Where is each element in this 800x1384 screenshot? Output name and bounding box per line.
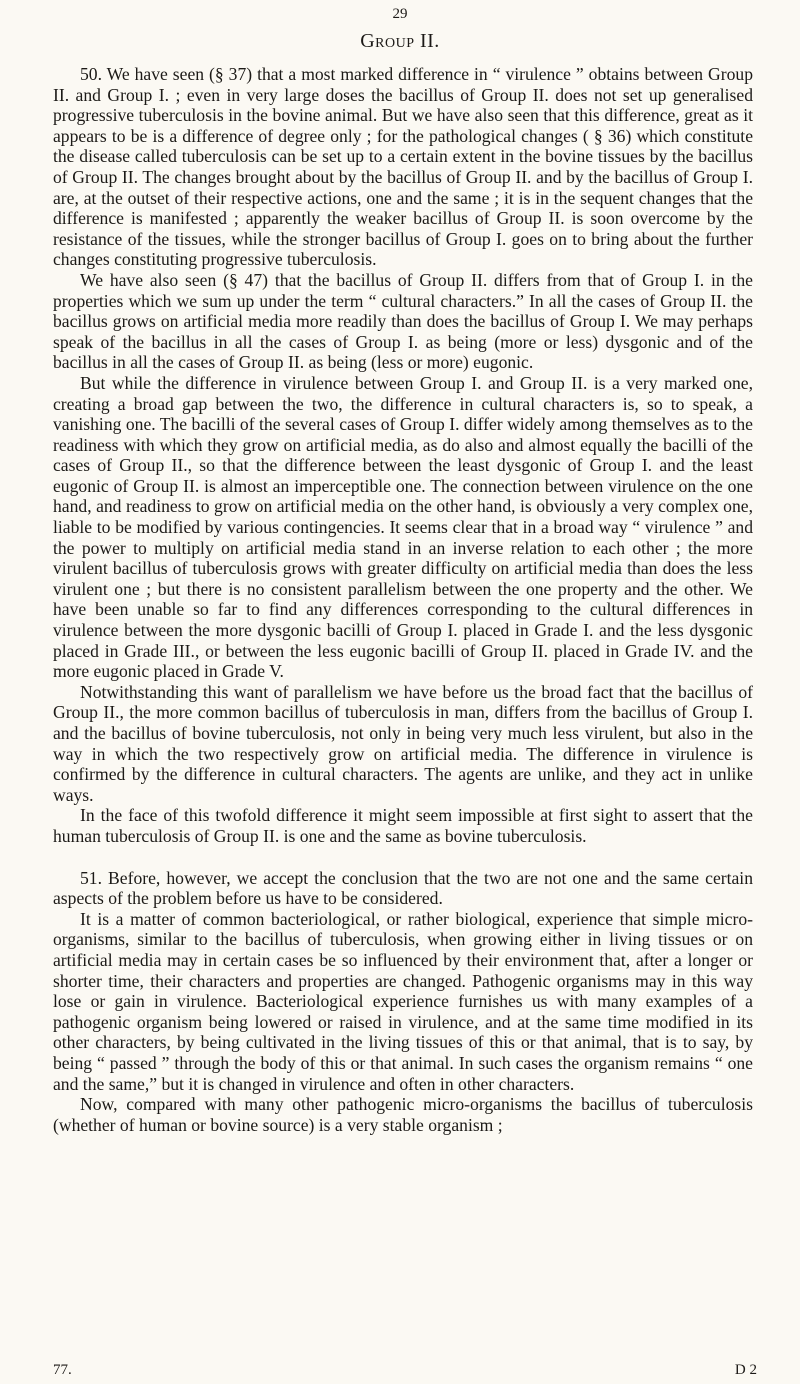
- section-heading: Group II.: [360, 30, 440, 52]
- page-number: 29: [392, 6, 408, 22]
- paragraph-51: 51. Before, however, we accept the conclusion that the two are not one and the same certain aspects of the problem before us have to be considered.: [53, 867, 753, 909]
- paragraph: In the face of this twofold difference it might seem impossible at first sight to assert that the human tuberculosis of Group II. is one and the same as bovine tuberculosis.: [53, 805, 753, 846]
- body-text: [53, 64, 753, 1135]
- paragraph: Now, compared with many other pathogenic micro-organisms the bacillus of tuberculosis (whether of human or bovine source) is a very stable organism ;: [53, 1094, 753, 1135]
- footer-signature-mark: D 2: [734, 1362, 757, 1378]
- paragraph: But while the difference in virulence between Group I. and Group II. is a very marked one, creating a broad gap between the two, the difference in cultural characters is, so to speak, a vanishing one. The bacilli of the several cases of Group I. differ widely among themselves as to the readiness with which they grow on artificial media, as do also and almost equally the bacilli of the cases of Group II., so that the difference between the least dysgonic of Group I. and the least eugonic of Group II. is almost an imperceptible one. The connection between virulence on the one hand, and readiness to grow on artificial media on the other hand, is obviously a very complex one, liable to be modified by various contingencies. It seems clear that in a broad way “ virulence ” and the power to multiply on artificial media stand in an inverse relation to each other ; the more virulent bacillus of tuberculosis grows with greater difficulty on artificial media than does the less virulent one ; but there is no consistent parallelism between the one property and the other. We have been unable so far to find any differences corresponding to the cultural differences in virulence between the more dysgonic bacilli of Group I. placed in Grade I. and the less dysgonic placed in Grade III., or between the less eugonic bacilli of Group II. placed in Grade IV. and the more eugonic placed in Grade V.: [53, 372, 753, 682]
- paragraph-50: 50. We have seen (§ 37) that a most marked difference in “ virulence ” obtains between Group II. and Group I. ; even in very large doses the bacillus of Group II. does not set up generalised progressive tuberculosis in the bovine animal. But we have also seen that this difference, great as it appears to be is a difference of degree only ; for the pathological changes ( § 36) which constitute the disease called tuberculosis can be set up to a certain extent in the bovine tissues by the bacillus of Group II. The changes brought about by the bacillus of Group II. and by the bacillus of Group I. are, at the outset of their respective actions, one and the same ; it is in the sequent changes that the difference is manifested ; apparently the weaker bacillus of Group II. is soon overcome by the resistance of the tissues, while the stronger bacillus of Group I. goes on to bring about the further changes constituting progressive tuberculosis.: [53, 64, 753, 270]
- paragraph: We have also seen (§ 47) that the bacillus of Group II. differs from that of Group I. in the properties which we sum up under the term “ cultural characters.” In all the cases of Group II. the bacillus grows on artificial media more readily than does the bacillus of Group I. We may perhaps speak of the bacillus in all the cases of Group I. as being (more or less) dysgonic and of the bacillus in all the cases of Group II. as being (less or more) eugonic.: [53, 269, 753, 373]
- paragraph: It is a matter of common bacteriological, or rather biological, experience that simple micro-organisms, similar to the bacillus of tuberculosis, when growing either in living tissues or on artificial media may in certain cases be so influenced by their environment that, after a longer or shorter time, their characters and properties are changed. Pathogenic organisms may in this way lose or gain in virulence. Bacteriological experience furnishes us with many examples of a pathogenic organism being lowered or raised in virulence, and at the same time modified in its other characters, by being cultivated in the living tissues of this or that animal, that is to say, by being “ passed ” through the body of this or that animal. In such cases the organism remains “ one and the same,” but it is changed in virulence and often in other characters.: [53, 908, 753, 1094]
- footer-print-number: 77.: [53, 1362, 72, 1378]
- paragraph: Notwithstanding this want of parallelism we have before us the broad fact that the bacillus of Group II., the more common bacillus of tuberculosis in man, differs from the bacillus of Group I. and the bacillus of bovine tuberculosis, not only in being very much less virulent, but also in the way in which the two respectively grow on artificial media. The difference in virulence is confirmed by the difference in cultural characters. The agents are unlike, and they act in unlike ways.: [53, 681, 753, 805]
